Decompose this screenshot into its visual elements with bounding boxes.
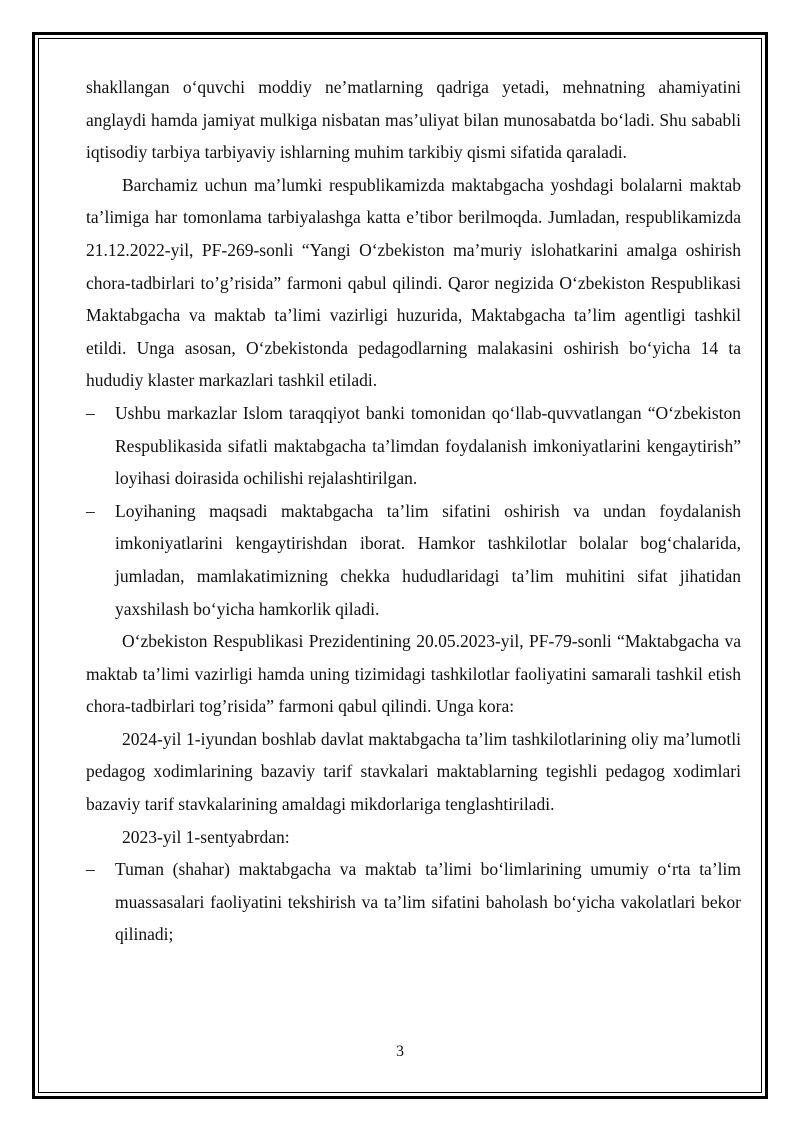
paragraph-1: shakllangan o‘quvchi moddiy ne’matlarning qadriga yetadi, mehnatning ahamiyatini anglaydi hamda jamiyat mulkiga nisbatan mas’uliyat bilan munosabatda bo‘ladi. Shu sababli iqtisodiy tarbiya tarbiyaviy ishlarning muhim tarkibiy qismi sifatida qaraladi. [86, 77, 741, 163]
page-number: 3 [396, 1043, 404, 1060]
list-item-text: Loyihaning maqsadi maktabgacha ta’lim sifatini oshirish va undan foydalanish imkoniyatlarini kengaytirishdan iborat. Hamkor tashkilotlar bolalar bog‘chalarida, jumladan, mamlakatimizning chekka hududlaridagi ta’lim muhitini sifat jihatidan yaxshilash bo‘yicha hamkorlik qiladi. [115, 500, 741, 619]
dash-marker: – [86, 500, 95, 521]
paragraph-3: O‘zbekiston Respublikasi Prezidentining 20.05.2023-yil, PF-79-sonli “Maktabgacha va maktab ta’limi vazirligi hamda uning tizimidagi tashkilotlar faoliyatini samarali tashkil etish chora-tadbirlari tog’risida” farmoni qabul qilindi. Unga kora: [86, 631, 741, 717]
list-item-text: Ushbu markazlar Islom taraqqiyot banki tomonidan qo‘llab-quvvatlangan “O‘zbekiston Respublikasida sifatli maktabgacha ta’limdan foydalanish imkoniyatlarini kengaytirish” loyihasi doirasida ochilishi rejalashtirilgan. [115, 402, 741, 489]
paragraph-2: Barchamiz uchun ma’lumki respublikamizda maktabgacha yoshdagi bolalarni maktab ta’limiga har tomonlama tarbiyalashga katta e’tibor berilmoqda. Jumladan, respublikamizda 21.12.2022-yil, PF-269-sonli “Yangi O‘zbekiston ma’muriy islohatkarini amalga oshirish chora-tadbirlari to’g’risida” farmoni qabul qilindi. Qaror negizida O‘zbekiston Respublikasi Maktabgacha va maktab ta’limi vazirligi huzurida, Maktabgacha ta’lim agentligi tashkil etildi. Unga asosan, O‘zbekistonda pedagodlarning malakasini oshirish bo‘yicha 14 ta hududiy klaster markazlari tashkil etiladi. [86, 174, 741, 391]
list-item [86, 853, 741, 951]
list-item-text: Tuman (shahar) maktabgacha va maktab ta’limi bo‘limlarining umumiy o‘rta ta’lim muassasalari faoliyatini tekshirish va ta’lim sifatini baholash bo‘yicha vakolatlari bekor qilinadi; [115, 859, 741, 945]
dash-marker: – [86, 859, 95, 880]
paragraph-5: 2023-yil 1-sentyabrdan: [122, 826, 290, 847]
list-item [86, 397, 741, 495]
paragraph-4: 2024-yil 1-iyundan boshlab davlat maktabgacha ta’lim tashkilotlarining oliy ma’lumotli pedagog xodimlarining bazaviy tarif stavkalari maktablarning tegishli pedagog xodimlari bazaviy tarif stavkalarining amaldagi mikdorlariga tenglashtiriladi. [86, 728, 741, 815]
list-item [86, 495, 741, 625]
dash-marker: – [86, 402, 95, 423]
document-body [86, 71, 741, 951]
